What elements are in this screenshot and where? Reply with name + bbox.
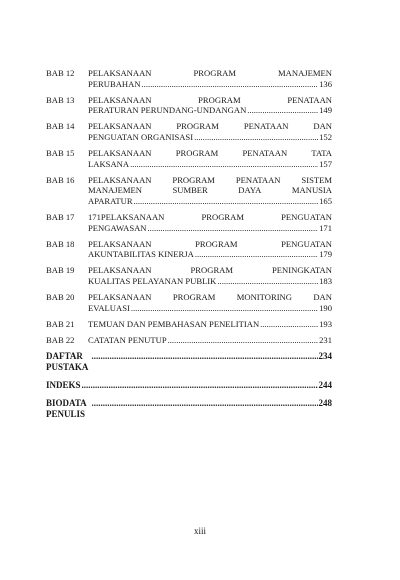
- title-word: PENINGKATAN: [272, 265, 332, 276]
- title-word: MANUSIA: [291, 185, 332, 196]
- toc-entry[interactable]: [46, 68, 332, 89]
- leader-dots: [260, 319, 318, 330]
- page-ref: 179: [319, 249, 332, 260]
- chapter-title-line: [88, 335, 332, 346]
- title-word: PELAKSANAAN: [88, 238, 152, 249]
- chapter-title-text: PENGAWASAN: [88, 222, 147, 233]
- toc-section[interactable]: [46, 380, 332, 391]
- title-word: PELAKSANAAN: [88, 68, 152, 78]
- page-ref: 248: [318, 397, 332, 408]
- title-word: MONITORING: [236, 292, 292, 303]
- chapter-title-line: [88, 132, 332, 143]
- toc-entry[interactable]: [46, 239, 332, 260]
- chapter-title-line: [88, 105, 332, 116]
- chapter-title-line: [88, 212, 332, 223]
- title-word: PELAKSANAAN: [88, 121, 152, 132]
- toc-entry[interactable]: [46, 212, 332, 233]
- chapter-title-text: CATATAN PENUTUP: [88, 334, 167, 345]
- title-word: DAN: [313, 121, 332, 132]
- title-word: PELAKSANAAN: [88, 292, 152, 303]
- chapter-title-line: [88, 68, 332, 79]
- chapter-title-line: [88, 95, 332, 106]
- leader-dots: [195, 249, 318, 260]
- title-word: SISTEM: [301, 174, 332, 185]
- leader-dots: [131, 303, 318, 314]
- title-word: PROGRAM: [176, 121, 219, 132]
- chapter-title-text: KUALITAS PELAYANAN PUBLIK: [88, 276, 217, 286]
- chapter-number: BAB 12: [46, 68, 75, 78]
- chapter-title-line: [88, 175, 332, 186]
- toc-entry[interactable]: [46, 319, 332, 330]
- title-word: PELAKSANAAN: [88, 265, 152, 276]
- section-title: INDEKS: [46, 379, 81, 390]
- chapter-title-line: [88, 148, 332, 159]
- table-of-contents: [46, 68, 332, 427]
- title-word: PELAKSANAAN: [88, 148, 152, 159]
- page-ref: 183: [319, 276, 332, 286]
- chapter-number: BAB 13: [46, 94, 75, 105]
- toc-entry[interactable]: [46, 265, 332, 286]
- leader-dots: [247, 105, 318, 116]
- chapter-title-line: [88, 79, 332, 90]
- chapter-title-text: PENGUATAN ORGANISASI: [88, 131, 194, 142]
- title-word: 171PELAKSANAAN: [88, 212, 165, 223]
- chapter-title-line: [88, 239, 332, 250]
- page-ref: 231: [319, 334, 332, 345]
- page-number: xiii: [193, 526, 206, 536]
- leader-dots: [82, 380, 318, 391]
- chapter-list: [46, 68, 332, 345]
- chapter-title-line: [88, 196, 332, 207]
- title-word: PELAKSANAAN: [88, 174, 152, 185]
- leader-dots: [91, 351, 317, 373]
- chapter-number: BAB 18: [46, 238, 75, 249]
- chapter-title-line: [88, 303, 332, 314]
- title-word: MANAJEMEN: [278, 68, 332, 78]
- toc-section[interactable]: [46, 351, 332, 373]
- leader-dots: [168, 335, 319, 346]
- chapter-title-text: LAKSANA: [88, 158, 130, 169]
- leader-dots: [194, 132, 318, 143]
- leader-dots: [130, 159, 318, 170]
- leader-dots: [91, 398, 317, 420]
- toc-entry[interactable]: [46, 335, 332, 346]
- leader-dots: [134, 196, 319, 207]
- leader-dots: [148, 223, 319, 234]
- chapter-title-line: [88, 319, 332, 330]
- chapter-number: BAB 19: [46, 265, 75, 276]
- chapter-number: BAB 20: [46, 292, 75, 303]
- title-word: PENATAAN: [242, 148, 288, 159]
- toc-entry[interactable]: [46, 148, 332, 169]
- title-word: PROGRAM: [198, 94, 241, 105]
- chapter-title-text: AKUNTABILITAS KINERJA: [88, 249, 194, 260]
- page-ref: 152: [319, 131, 332, 142]
- page-ref: 157: [319, 158, 332, 169]
- title-word: PENATAAN: [287, 94, 332, 105]
- chapter-title-line: [88, 292, 332, 303]
- title-word: PENGUATAN: [281, 238, 332, 249]
- chapter-title-text: EVALUASI: [88, 302, 130, 313]
- chapter-number: BAB 22: [46, 334, 75, 345]
- title-word: PROGRAM: [175, 148, 219, 159]
- page-ref: 234: [318, 350, 332, 361]
- chapter-title-line: [88, 159, 332, 170]
- page-ref: 149: [319, 105, 332, 116]
- chapter-title-line: [88, 276, 332, 287]
- page-ref: 244: [318, 379, 332, 390]
- chapter-title-line: [88, 265, 332, 276]
- section-list: [46, 351, 332, 420]
- toc-entry[interactable]: [46, 121, 332, 142]
- title-word: PROGRAM: [201, 212, 245, 223]
- section-title: BIODATA PENULIS: [46, 397, 87, 419]
- page-ref: 136: [319, 78, 332, 89]
- page-ref: 190: [319, 302, 332, 313]
- title-word: MANAJEMEN: [88, 185, 142, 196]
- title-word: PENATAAN: [235, 174, 281, 185]
- title-word: PENATAAN: [243, 121, 289, 132]
- page-ref: 193: [319, 318, 332, 329]
- section-title: DAFTAR PUSTAKA: [46, 350, 89, 372]
- toc-entry[interactable]: [46, 175, 332, 207]
- title-word: PELAKSANAAN: [88, 94, 152, 105]
- toc-entry[interactable]: [46, 292, 332, 313]
- toc-entry[interactable]: [46, 95, 332, 116]
- chapter-title-text: PERUBAHAN: [88, 78, 141, 89]
- chapter-title-text: APARATUR: [88, 195, 133, 206]
- leader-dots: [217, 276, 318, 287]
- chapter-number: BAB 16: [46, 174, 75, 185]
- chapter-number: BAB 14: [46, 121, 75, 132]
- chapter-number: BAB 17: [46, 212, 75, 223]
- title-word: DAYA: [238, 185, 262, 196]
- title-word: TATA: [311, 148, 332, 159]
- title-word: PROGRAM: [195, 238, 238, 249]
- toc-section[interactable]: [46, 398, 332, 420]
- chapter-title-line: [88, 223, 332, 234]
- title-word: DAN: [313, 292, 332, 303]
- chapter-number: BAB 15: [46, 148, 75, 159]
- page-ref: 171: [319, 222, 332, 233]
- chapter-title-line: [88, 249, 332, 260]
- chapter-title-line: [88, 121, 332, 132]
- chapter-title-text: PERATURAN PERUNDANG-UNDANGAN: [88, 105, 247, 116]
- leader-dots: [142, 79, 319, 90]
- chapter-title-text: TEMUAN DAN PEMBAHASAN PENELITIAN: [88, 318, 260, 329]
- chapter-number: BAB 21: [46, 318, 75, 329]
- title-word: PROGRAM: [193, 68, 237, 78]
- title-word: PROGRAM: [172, 174, 215, 185]
- title-word: PROGRAM: [172, 292, 216, 303]
- title-word: PENGUATAN: [281, 212, 332, 223]
- page-ref: 165: [319, 195, 332, 206]
- chapter-title-line: [88, 185, 332, 196]
- title-word: SUMBER: [172, 185, 208, 196]
- title-word: PROGRAM: [190, 265, 234, 276]
